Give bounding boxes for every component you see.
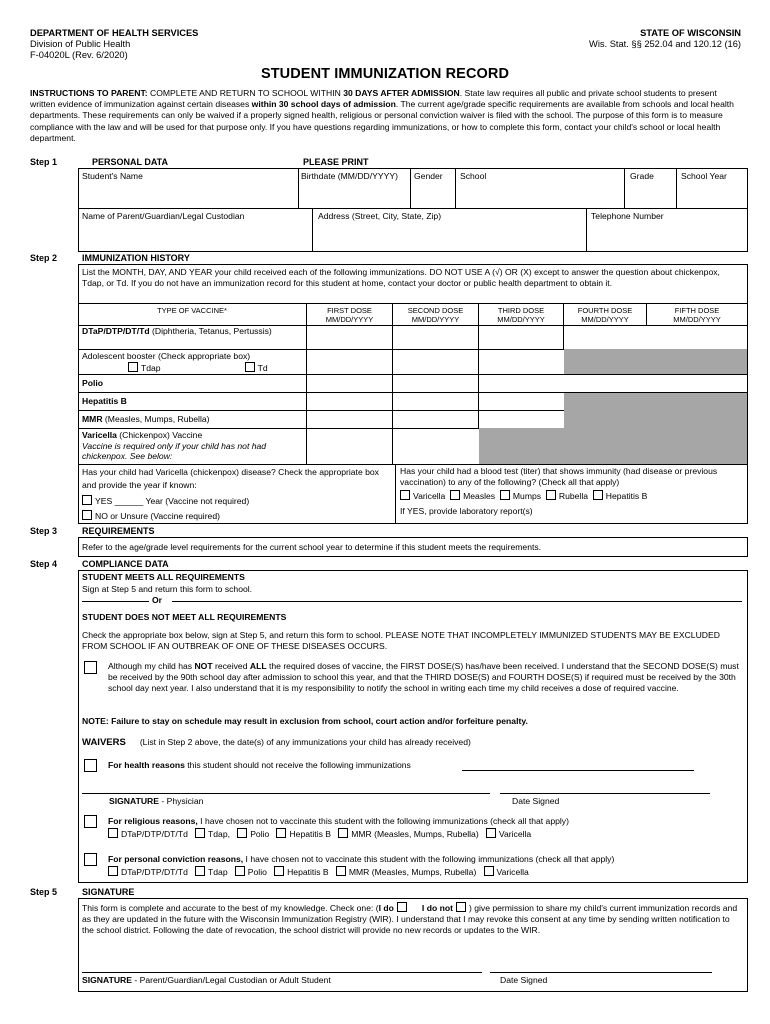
step-3-label: Step 3 <box>30 526 58 536</box>
sig-bold: SIGNATURE <box>82 975 132 985</box>
i-do-checkbox[interactable] <box>397 902 407 912</box>
opt-label: Varicella <box>498 829 532 839</box>
vaccine-name: Varicella <box>82 430 117 440</box>
rel-tdap-checkbox[interactable] <box>195 828 205 838</box>
pers-polio-checkbox[interactable] <box>235 866 245 876</box>
parent-signature-label <box>82 975 331 986</box>
opt-label: MMR (Measles, Mumps, Rubella) <box>351 829 479 839</box>
td-label: Td <box>257 362 268 373</box>
alt-text: Although my child has <box>108 661 195 671</box>
date-format: MM/DD/YYYY <box>411 315 460 324</box>
yes-checkbox[interactable] <box>82 495 92 505</box>
date-format: MM/DD/YYYY <box>325 315 374 324</box>
row-hepb: Hepatitis B <box>82 396 127 406</box>
telephone-field[interactable]: Telephone Number <box>591 211 664 221</box>
titer-hepb-checkbox[interactable] <box>593 490 603 500</box>
health-waiver-text <box>108 760 411 771</box>
instructions-text: . The current age/grade specific requirements are available from schools and local health departments. These requirements can only be waived if a properly signed health, religious or personal conviction waiver is filed with the school. The purpose of this form is to measure compliance with the law and will be used for that purpose only. If you have questions regarding immunizations, or how to complete this form, contact your child's school or local health department. <box>30 99 734 143</box>
col-fourth-dose <box>564 306 646 324</box>
gender-field[interactable]: Gender <box>414 171 443 181</box>
row-varicella <box>82 430 304 462</box>
titer-varicella-checkbox[interactable] <box>400 490 410 500</box>
col-first-dose <box>307 306 392 324</box>
chickenpox-q-text: Has your child had Varicella (chickenpox) disease? Check the appropriate box and provide the year if known: <box>82 467 379 490</box>
instructions-bold: 30 DAYS AFTER ADMISSION <box>343 88 460 98</box>
vaccine-desc: (Measles, Mumps, Rubella) <box>102 414 210 424</box>
health-bold: For health reasons <box>108 760 185 770</box>
dept-name: DEPARTMENT OF HEALTH SERVICES <box>30 28 199 38</box>
header-right <box>589 28 741 50</box>
i-do-not-label: I do not <box>421 903 453 913</box>
opt-label: Tdap <box>208 867 228 877</box>
pers-mmr-checkbox[interactable] <box>336 866 346 876</box>
waivers-heading: WAIVERS <box>82 737 126 748</box>
no-unsure-checkbox[interactable] <box>82 510 92 520</box>
first-dose-text <box>108 661 744 694</box>
alt-text: received <box>212 661 250 671</box>
personal-waiver-checkbox[interactable] <box>84 853 97 866</box>
pers-varicella-checkbox[interactable] <box>484 866 494 876</box>
waivers-text: (List in Step 2 above, the date(s) of any immunizations your child has already received) <box>139 737 471 747</box>
check-instructions: Check the appropriate box below, sign at Step 5, and return this form to school. PLEASE NOTE THAT INCOMPLETELY IMMUNIZED STUDENTS MAY BE EXCLUDED FROM SCHOOL IF AN OUTBREAK OF ONE OF THESE DISEASES OCCURS. <box>82 630 720 651</box>
row-dtap <box>82 326 304 337</box>
dose-label: SECOND DOSE <box>407 306 464 315</box>
pers-dtap-checkbox[interactable] <box>108 866 118 876</box>
first-dose-checkbox[interactable] <box>84 661 97 674</box>
division-name: Division of Public Health <box>30 39 131 49</box>
vaccine-name: DTaP/DTP/DT/Td <box>82 326 150 336</box>
consent-text-2: ) give permission to share my child's current immunization records and as they are updated in the future with the Wisconsin Immunization Registry (WIR). I understand that I may revoke this consent at any time by sending written notification to the school district. Following the date of revocation, the school district will provide no new records or updates to the WIR. <box>82 903 738 935</box>
rel-polio-checkbox[interactable] <box>237 828 247 838</box>
page-title: STUDENT IMMUNIZATION RECORD <box>260 66 510 82</box>
vaccine-desc: (Chickenpox) Vaccine <box>116 430 203 440</box>
signature-heading: SIGNATURE <box>82 887 135 897</box>
physician-signature-label <box>109 796 203 807</box>
titer-label: Measles <box>463 491 496 501</box>
meets-sign-note: Sign at Step 5 and return this form to school. <box>82 584 253 594</box>
step-5-label: Step 5 <box>30 887 58 897</box>
history-heading: IMMUNIZATION HISTORY <box>82 253 190 263</box>
instructions-bold: within 30 school days of admission <box>251 99 396 110</box>
alt-bold: NOT <box>194 661 213 671</box>
school-field[interactable]: School <box>460 171 487 181</box>
opt-label: Varicella <box>496 867 529 877</box>
waivers-line <box>82 737 471 748</box>
col-fifth-dose <box>647 306 747 324</box>
titer-label: Rubella <box>558 491 589 501</box>
yes-year-label: Year (Vaccine not required) <box>145 496 250 506</box>
titer-measles-checkbox[interactable] <box>450 490 460 500</box>
personal-waiver-text <box>108 854 744 878</box>
yes-label: YES <box>95 496 113 506</box>
religious-waiver-checkbox[interactable] <box>84 815 97 828</box>
vaccine-name: MMR <box>82 414 103 424</box>
opt-label: DTaP/DTP/DT/Td <box>121 829 188 839</box>
rel-hepb-checkbox[interactable] <box>276 828 286 838</box>
personal-heading: PERSONAL DATA <box>92 157 169 167</box>
tdap-label: Tdap <box>141 362 161 373</box>
adolescent-label: Adolescent booster (Check appropriate box) <box>82 351 251 361</box>
step-1-label: Step 1 <box>30 157 58 167</box>
pers-tdap-checkbox[interactable] <box>195 866 205 876</box>
col-vaccine-type: TYPE OF VACCINE* <box>157 306 227 315</box>
dose-label: FIFTH DOSE <box>674 306 720 315</box>
rel-dtap-checkbox[interactable] <box>108 828 118 838</box>
titer-label: Mumps <box>512 491 542 501</box>
date-format: MM/DD/YYYY <box>581 315 629 324</box>
titer-mumps-checkbox[interactable] <box>500 490 510 500</box>
sig-text: - Parent/Guardian/Legal Custodian or Adult Student <box>131 975 331 985</box>
student-name-field[interactable]: Student's Name <box>82 171 143 181</box>
dose-label: FIRST DOSE <box>327 306 372 315</box>
dose-label: FOURTH DOSE <box>577 306 633 315</box>
titer-q-text: Has your child had a blood test (titer) that shows immunity (had disease or previous vaccination) to any of the following? (Check all that apply) <box>400 466 718 487</box>
chickenpox-question <box>82 466 392 523</box>
opt-label: Hepatitis B <box>287 867 329 877</box>
opt-label: Tdap, <box>208 829 231 839</box>
opt-label: Polio <box>247 867 267 877</box>
instructions-text: . State law requires all public and private school students to present written evidence of immunization against certain diseases <box>30 88 717 110</box>
note-text: NOTE: Failure to stay on schedule may result in exclusion from school, court action and/or forfeiture penalty. <box>82 716 528 726</box>
sig-text: - Physician <box>158 796 204 806</box>
pers-hepb-checkbox[interactable] <box>274 866 284 876</box>
requirements-text: Refer to the age/grade level requirements for the current school year to determine if this student meets the requirements. <box>82 542 542 552</box>
header-left <box>30 28 198 61</box>
opt-label: DTaP/DTP/DT/Td <box>121 867 188 877</box>
meets-requirements: STUDENT MEETS ALL REQUIREMENTS <box>82 572 245 582</box>
pers-bold: For personal conviction reasons, <box>108 854 244 864</box>
year-blank[interactable]: ______ <box>114 496 144 506</box>
address-field[interactable]: Address (Street, City, State, Zip) <box>318 211 442 221</box>
step-4-label: Step 4 <box>30 559 58 569</box>
instructions-text: COMPLETE AND RETURN TO SCHOOL WITHIN <box>147 88 344 98</box>
i-do-label: I do <box>378 903 394 913</box>
dose-label: THIRD DOSE <box>497 306 545 315</box>
pers-text: I have chosen not to vaccinate this student with the following immunizations (check all that apply) <box>243 854 615 864</box>
statute: Wis. Stat. §§ 252.04 and 120.12 (16) <box>589 39 741 49</box>
tdap-checkbox[interactable] <box>128 362 138 372</box>
school-year-field[interactable]: School Year <box>681 171 727 181</box>
or-divider: Or <box>152 595 163 605</box>
td-checkbox[interactable] <box>245 362 255 372</box>
rel-text: I have chosen not to vaccinate this student with the following immunizations (check all that apply) <box>197 816 569 826</box>
rel-mmr-checkbox[interactable] <box>338 828 348 838</box>
sig-bold: SIGNATURE <box>109 796 159 806</box>
col-second-dose <box>393 306 478 324</box>
varicella-note: Vaccine is required only if your child has not had chickenpox. See below: <box>82 440 267 462</box>
alt-text: the required doses of vaccine, the FIRST DOSE(S) has/have been received. I understand that the SECOND DOSE(S) must be received by the 90th school day after admission to school this year, and that the THIRD DOSE(S) and FOURTH DOSE(S) if required must be received by the 30th school day next year. I also understand that it is my responsibility to notify the school in writing each time my child receives a dose of required vaccine. <box>108 661 739 693</box>
i-do-not-checkbox[interactable] <box>456 902 466 912</box>
not-meet-requirements: STUDENT DOES NOT MEET ALL REQUIREMENTS <box>82 612 287 622</box>
religious-waiver-text <box>108 816 744 840</box>
form-number: F-04020L (Rev. 6/2020) <box>30 50 128 60</box>
step-2-label: Step 2 <box>30 253 58 263</box>
lab-report-note: If YES, provide laboratory report(s) <box>400 506 533 516</box>
no-unsure-label: NO or Unsure (Vaccine required) <box>95 511 220 521</box>
date-format: MM/DD/YYYY <box>497 315 545 324</box>
col-third-dose <box>479 306 563 324</box>
date-format: MM/DD/YYYY <box>673 315 721 324</box>
consent-text <box>82 902 742 936</box>
opt-label: Hepatitis B <box>289 829 332 839</box>
physician-date-label: Date Signed <box>512 796 560 806</box>
titer-rubella-checkbox[interactable] <box>546 490 556 500</box>
consent-text-1: This form is complete and accurate to the best of my knowledge. Check one: ( <box>82 903 379 913</box>
please-print: PLEASE PRINT <box>303 157 369 167</box>
parent-date-label: Date Signed <box>500 975 548 985</box>
instructions <box>30 88 742 144</box>
state-name: STATE OF WISCONSIN <box>640 28 741 38</box>
rel-bold: For religious reasons, <box>108 816 198 826</box>
row-polio: Polio <box>82 378 104 388</box>
history-intro: List the MONTH, DAY, AND YEAR your child received each of the following immunizations. DO NOT USE A (√) OR (X) except to answer the question about chickenpox, Tdap, or Td. If you do not have an immunization record for this student at home, contact your doctor or public health department to obtain it. <box>82 267 720 288</box>
vaccine-desc: (Diphtheria, Tetanus, Pertussis) <box>149 326 272 336</box>
health-text: this student should not receive the following immunizations <box>184 760 411 770</box>
rel-varicella-checkbox[interactable] <box>486 828 496 838</box>
opt-label: Polio <box>250 829 270 839</box>
health-waiver-checkbox[interactable] <box>84 759 97 772</box>
row-mmr <box>82 414 210 425</box>
parent-name-field[interactable]: Name of Parent/Guardian/Legal Custodian <box>82 211 245 221</box>
compliance-heading: COMPLIANCE DATA <box>82 559 169 569</box>
titer-label: Hepatitis B <box>605 491 648 501</box>
requirements-heading: REQUIREMENTS <box>82 526 155 536</box>
titer-label: Varicella <box>413 491 446 501</box>
titer-question <box>400 466 744 517</box>
instructions-lead: INSTRUCTIONS TO PARENT: <box>30 88 148 98</box>
alt-bold: ALL <box>249 661 267 671</box>
birthdate-field[interactable]: Birthdate (MM/DD/YYYY) <box>301 171 398 181</box>
opt-label: MMR (Measles, Mumps, Rubella) <box>348 867 477 877</box>
row-adolescent <box>82 351 304 373</box>
grade-field[interactable]: Grade <box>630 171 654 181</box>
